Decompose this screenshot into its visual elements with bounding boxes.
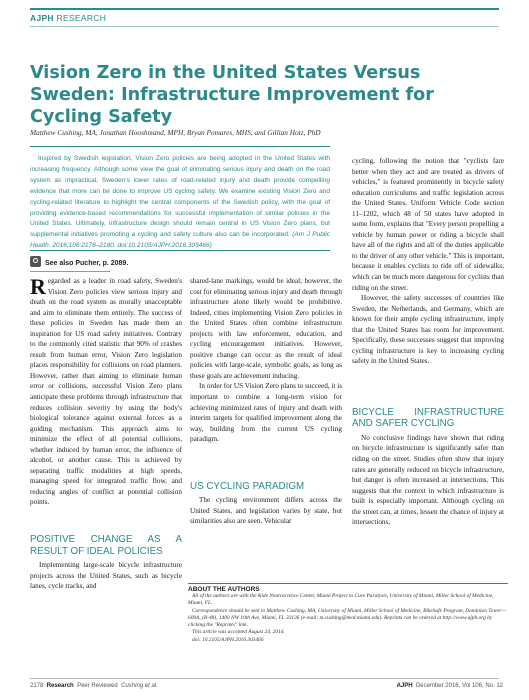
footer-author: Cushing et al. xyxy=(121,683,158,689)
body-paragraph: In order for US Vision Zero plans to succeed, it is important to combine a long-term vision for achieving minimized rates of injury and death with interim targets for qualified improvement along the way, building from the current US cycling paradigm. xyxy=(190,382,342,444)
about-rule xyxy=(188,583,508,584)
section-heading-positive-change: POSITIVE CHANGE AS A RESULT OF IDEAL POLICIES xyxy=(30,534,182,557)
abstract xyxy=(30,154,330,252)
drop-cap: R xyxy=(30,274,46,299)
body-paragraph: Implementing large-scale bicycle infrastructure projects across the United States, such as bicycle lanes, cycle tracks, and xyxy=(30,561,182,591)
see-also-note[interactable] xyxy=(30,256,128,267)
section-heading-bicycle-infrastructure: BICYCLE INFRASTRUCTURE AND SAFER CYCLING xyxy=(352,406,504,430)
article-title: Vision Zero in the United States Versus Sweden: Infrastructure Improvement for Cycling Safety xyxy=(30,63,434,127)
abstract-text: Inspired by Swedish legislation, Vision Zero policies are being adopted in the United States with increasing frequency. Although some view the goal of eliminating serious injury and death on the road system as impractical, Sweden's lower rates of road-related injury and death provide compelling evidence that more can be done to improve US cycling safety. We examine existing Vision Zero and cycling-related literature to highlight the central components of the Swedish policy, with the goal of providing evidence-based recommendations for successful implementation of similar policies in the United States. Ultimately, infrastructure design should remain central in US Vision Zero plans, but supplemental initiatives promoting a cycling and safety culture also can be incorporated. xyxy=(30,155,330,239)
column-3 xyxy=(352,156,504,528)
abstract-citation: (Am J Public Health. 2016;106:2178–2180. doi:10.2105/AJPH.2016.303466) xyxy=(30,231,331,250)
top-rule xyxy=(30,8,499,10)
body-paragraph: The cycling environment differs across the United States, and legislation varies by state, but similarities also are seen. Vehicular xyxy=(190,496,342,526)
section-label: RESEARCH xyxy=(56,13,107,23)
see-also-rule xyxy=(30,271,110,272)
about-the-authors xyxy=(188,586,508,644)
journal-label: AJPH xyxy=(30,13,54,23)
author-list: Matthew Cushing, MA, Jonathan Hooshmand, MPH, Bryan Pomares, MHS, and Gillian Hotz, PhD xyxy=(30,128,321,137)
about-accepted: This article was accepted August 24, 2016. xyxy=(192,629,285,636)
about-correspondence: Correspondence should be sent to Matthew Cushing, MA, University of Miami, Miller School of Medicine, BikeSafe Program, Dominion Tower—609A, (R-48), 1400 NW 10th Ave, Miami, FL 33136 (e-mail: m.cushing@med.miami.edu). Reprints can be ordered at http://www.ajph.org by clicking the "Reprints" link. xyxy=(188,607,507,629)
body-paragraph: shared-lane markings, would be ideal; however, the cost for eliminating serious injury and death through infrastructure alone likely would be prohibitive. Indeed, cities implementing Vision Zero policies in the United States often combine infrastructure projects with law enforcement, education, and cycling encouragement initiatives. However, positive change can occur as the result of ideal policies with large-scale, symbolic goals, as long as these goals are achievement inducing. xyxy=(190,277,342,380)
column-2 xyxy=(190,276,342,527)
body-paragraph: No conclusive findings have shown that riding on bicycle infrastructure is significantly safer than riding on the street. Studies often show that injury rates are generally reduced on bicycle infrastructure, but danger is often increased at intersections. This suggests that the context in which infrastructure is built is especially important. Although cycling on the street can, at times, lessen the chance of injury at intersections, xyxy=(352,433,504,527)
footer-right xyxy=(397,683,503,689)
footer-left xyxy=(30,683,158,689)
about-affiliation: All of the authors are with the Kide Neuroscience Center, Miami Project to Cure Paralysis, University of Miami, Miller School of Medicine, Miami, FL. xyxy=(188,593,494,607)
section-heading-us-cycling: US CYCLING PARADIGM xyxy=(190,480,305,492)
body-paragraph: Regarded as a leader in road safety, Sweden's Vision Zero policies view serious injury and death on the road system as morally unacceptable and aim to eliminate them entirely. The success of these policies in Sweden has made them an inspiration for US road safety initiatives. Contrary to the commonly cited statistic that 90% of crashes result from human error, Vision Zero legislation places responsibility for collisions on road planners. However, rather than aiming to eliminate human error or collisions, successful Vision Zero plans anticipate these problems through infrastructure that reduces collision severity by using the body's biological tolerance against external forces as a guiding mechanism. This approach aims to minimize the effect of all potential collisions, whether induced by human error, the influence of alcohol, or another cause. This is achieved by separating traffic modalities at high speeds, managing speed for integrated traffic flow, and reducing angles of conflict at potential collision points. xyxy=(30,274,182,507)
body-paragraph: cycling, following the notion that "cyclists fare better when they act and are treated as drivers of vehicles," is featured prominently in bicycle safety education curriculums and traffic legislation across the United States. Uniform Vehicle Code section 11–1202, which 48 of 50 states have adopted in some form, explains that "Every person propelling a vehicle by human power or riding a bicycle shall have all of the rights and all of the duties applicable to the driver of any other vehicle." This is important, because it enables cyclists to ride off of sidewalks, which can be much more dangerous for cyclists than riding on the street. xyxy=(352,157,504,292)
body-paragraph: However, the safety successes of countries like Sweden, the Netherlands, and Germany, which are known for their ample cycling infrastructure, imply that the United States has room for improvement. Specifically, these successes suggest that improving cycling infrastructure is key to increasing cycling safety in the United States. xyxy=(352,294,504,366)
column-1 xyxy=(30,276,182,592)
footer-journal: AJPH xyxy=(396,683,413,689)
footer-issue: December 2016, Vol 106, No. 12 xyxy=(415,683,503,689)
header-rule xyxy=(30,26,499,27)
section-header xyxy=(30,13,106,23)
abstract-top-rule xyxy=(30,146,330,147)
abstract-bottom-rule xyxy=(30,250,330,251)
about-doi: doi: 10.2105/AJPH.2016.303466 xyxy=(192,636,264,643)
about-heading: ABOUT THE AUTHORS xyxy=(188,586,260,593)
see-also-text: See also Pucher, p. 2089. xyxy=(45,260,129,267)
page-number: 2178 xyxy=(30,683,44,689)
search-icon xyxy=(30,256,41,267)
footer-rule xyxy=(30,678,499,679)
footer-review: Peer Reviewed xyxy=(77,683,118,689)
footer-section: Research xyxy=(46,683,74,689)
